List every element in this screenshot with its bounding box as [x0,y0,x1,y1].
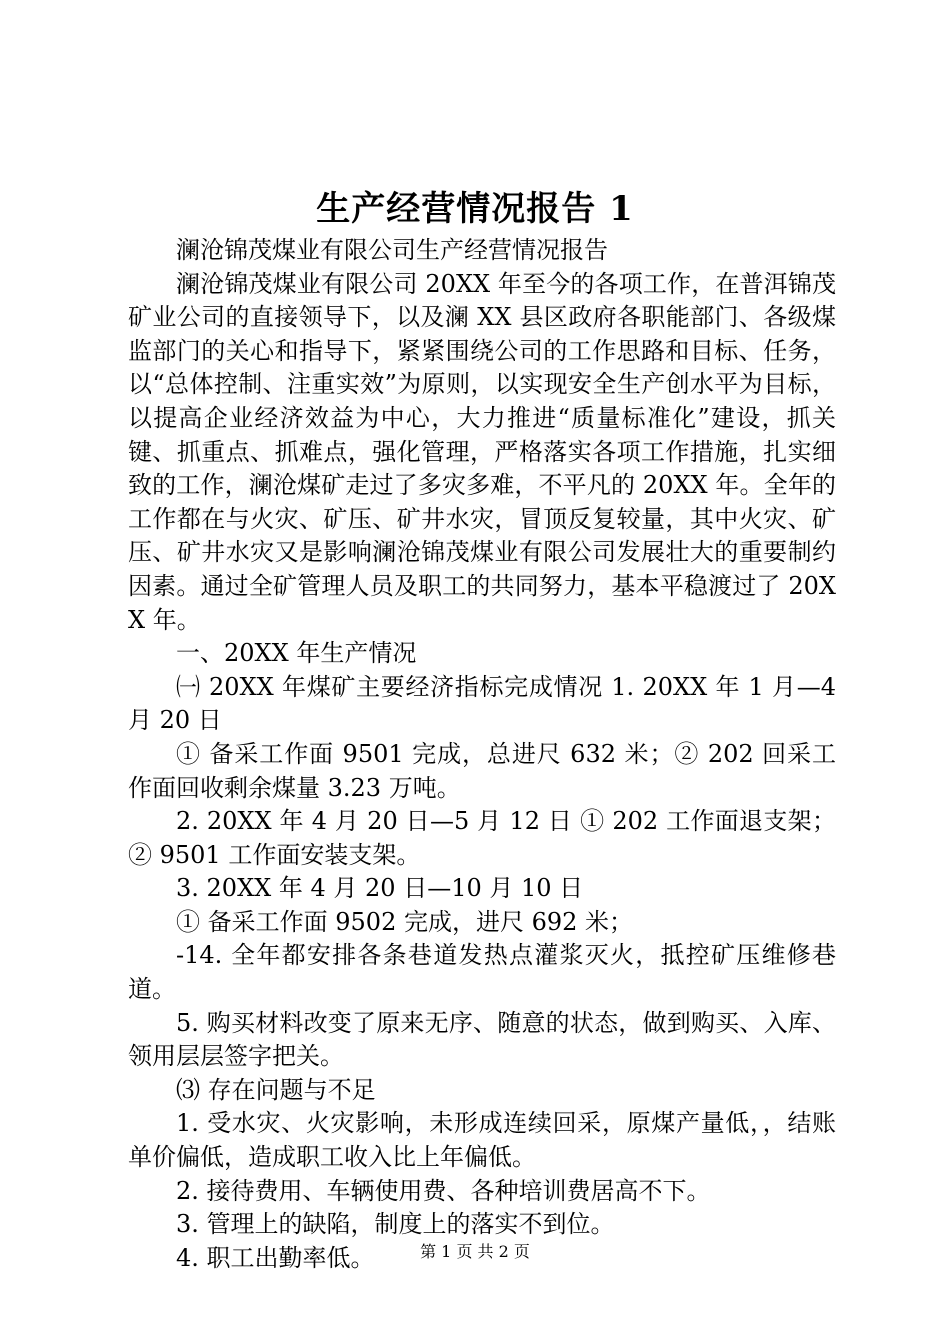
paragraph-problem-4: 4. 职工出勤率低。 [176,1243,375,1272]
paragraph-problem-1: 1. 受水灾、火灾影响，未形成连续回采，原煤产量低，，结账单价偏低，造成职工收入比上年偏低。 [128,1109,836,1172]
paragraph-item-4: -14. 全年都安排各条巷道发热点灌浆灭火，抵控矿压维修巷道。 [128,941,836,1004]
paragraph-item-5: 5. 购买材料改变了原来无序、随意的状态，做到购买、入库、领用层层签字把关。 [128,1008,836,1071]
paragraph-item-2: 2. 20XX 年 4 月 20 日—5 月 12 日 ① 202 工作面退支架；② 9501 工作面安装支架。 [128,807,836,869]
document-body [128,234,836,1275]
paragraph-item-3: 3. 20XX 年 4 月 20 日—10 月 10 日 [176,874,584,903]
paragraph-problem-3: 3. 管理上的缺陷，制度上的落实不到位。 [176,1210,615,1239]
paragraph-section-production: 一、20XX 年生产情况 [176,639,417,668]
page-total: 共 2 页 [477,1242,530,1261]
page-footer [0,1240,950,1264]
paragraph-item-9501: ① 备采工作面 9501 完成，总进尺 632 米；② 202 回采工作面回收剩余煤量 3.23 万吨。 [128,739,836,802]
paragraph-company-report: 澜沧锦茂煤业有限公司生产经营情况报告 [176,236,608,264]
document-title: 生产经营情况报告 1 [316,189,634,229]
paragraph-problem-2: 2. 接待费用、车辆使用费、各种培训费居高不下。 [176,1176,711,1205]
paragraph-section-problems: ⑶ 存在问题与不足 [176,1075,376,1104]
paragraph-indicators: ㈠ 20XX 年煤矿主要经济指标完成情况 1. 20XX 年 1 月—4 月 20 日 [128,672,836,735]
paragraph-item-9502: ① 备采工作面 9502 完成，进尺 692 米； [176,907,634,936]
paragraph-summary: 澜沧锦茂煤业有限公司 20XX 年至今的各项工作，在普洱锦茂矿业公司的直接领导下，以及澜 XX 县区政府各职能部门、各级煤监部门的关心和指导下，紧紧围绕公司的工作思路和目标、任务，以“总体控制、注重实效”为原则，以实现安全生产创水平为目标，以提高企业经济效益为中心，大力推进“质量标准化”建设，抓关键、抓重点、抓难点，强化管理，严格落实各项工作措施，扎实细致的工作，澜沧煤矿走过了多灾多难，不平凡的 20XX 年。全年的工作都在与火灾、矿压、矿井水灾，冒顶反复较量，其中火灾、矿压、矿井水灾又是影响澜沧锦茂煤业有限公司发展壮大的重要制约因素。通过全矿管理人员及职工的共同努力，基本平稳渡过了 20XX 年。 [128,269,836,634]
page-number: 第 1 页 [420,1242,473,1261]
